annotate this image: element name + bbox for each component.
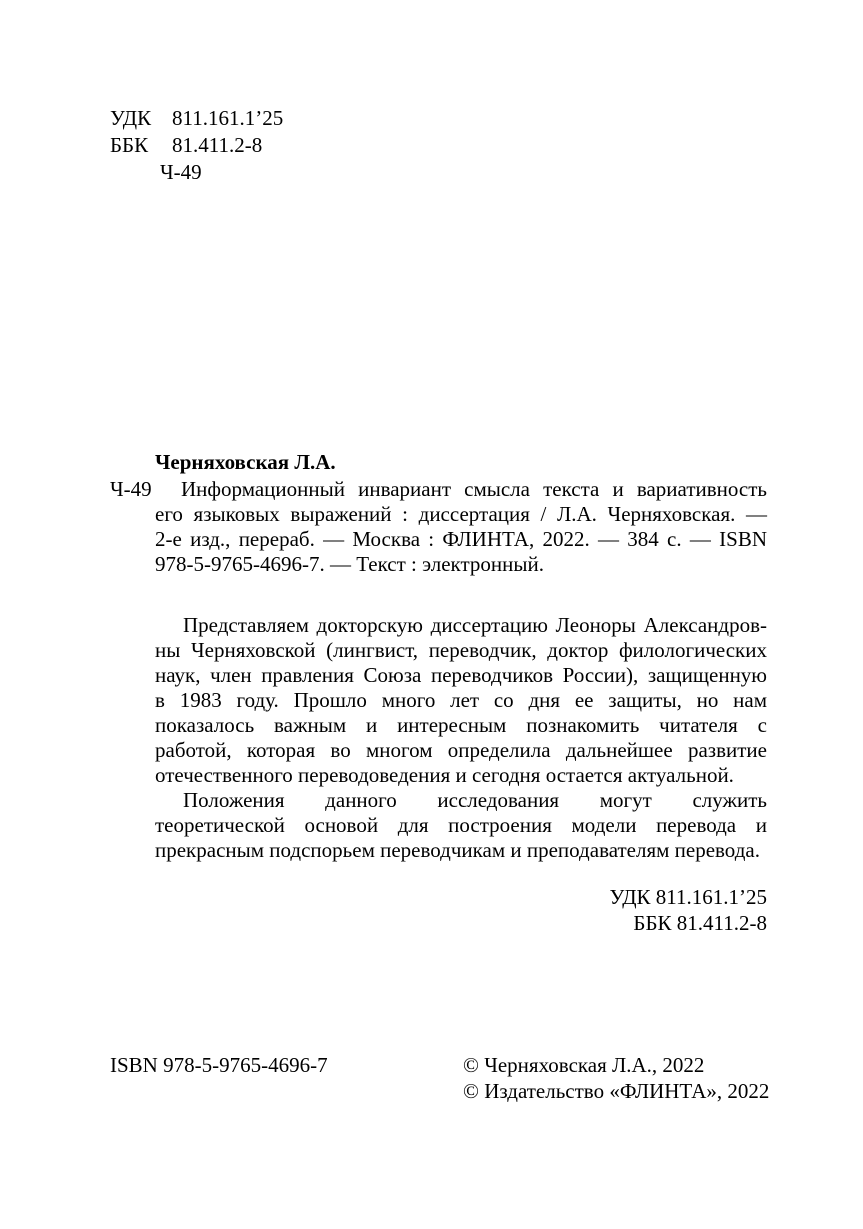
record-line: 978-5-9765-4696-7. — Текст : электронный. — [155, 552, 544, 576]
isbn: ISBN 978-5-9765-4696-7 — [110, 1053, 328, 1077]
annotation-line: наук, член правления Союза переводчиков России), защищенную — [155, 663, 767, 687]
author-sign: Ч-49 — [160, 160, 202, 184]
annotation-line: прекрасным подспорьем переводчикам и преподавателям перевода. — [155, 838, 760, 862]
annotation-line: показалось важным и интересным познакомить читателя с — [155, 713, 767, 737]
annotation-line: Представляем докторскую диссертацию Леоноры Александров- — [183, 613, 767, 637]
annotation-line: ны Черняховской (лингвист, переводчик, доктор филологических — [155, 638, 767, 662]
annotation-udk: УДК 811.161.1’25 — [609, 885, 767, 909]
annotation-line: в 1983 году. Прошло много лет со дня ее защиты, но нам — [155, 688, 767, 712]
copyright-author: © Черняховская Л.А., 2022 — [463, 1053, 705, 1077]
bbk-label: ББК — [110, 133, 149, 157]
annotation-bbk: ББК 81.411.2-8 — [633, 911, 767, 935]
annotation-line: работой, которая во многом определила дальнейшее развитие — [155, 738, 767, 762]
bbk-code: 81.411.2-8 — [172, 133, 263, 157]
annotation-line: Положения данного исследования могут служить — [183, 788, 767, 812]
record-author-sign: Ч-49 — [110, 477, 152, 501]
annotation-line: отечественного переводоведения и сегодня остается актуальной. — [155, 763, 734, 787]
udk-code: 811.161.1’25 — [172, 106, 284, 130]
record-author: Черняховская Л.А. — [155, 450, 336, 474]
record-line: его языковых выражений : диссертация / Л.А. Черняховская. — — [155, 502, 767, 526]
copyright-publisher: © Издательство «ФЛИНТА», 2022 — [463, 1079, 770, 1103]
udk-label: УДК — [110, 106, 152, 130]
record-line: Информационный инвариант смысла текста и вариативность — [181, 477, 767, 501]
record-line: 2-е изд., перераб. — Москва : ФЛИНТА, 2022. — 384 с. — ISBN — [155, 527, 767, 551]
annotation-line: теоретической основой для построения модели перевода и — [155, 813, 767, 837]
